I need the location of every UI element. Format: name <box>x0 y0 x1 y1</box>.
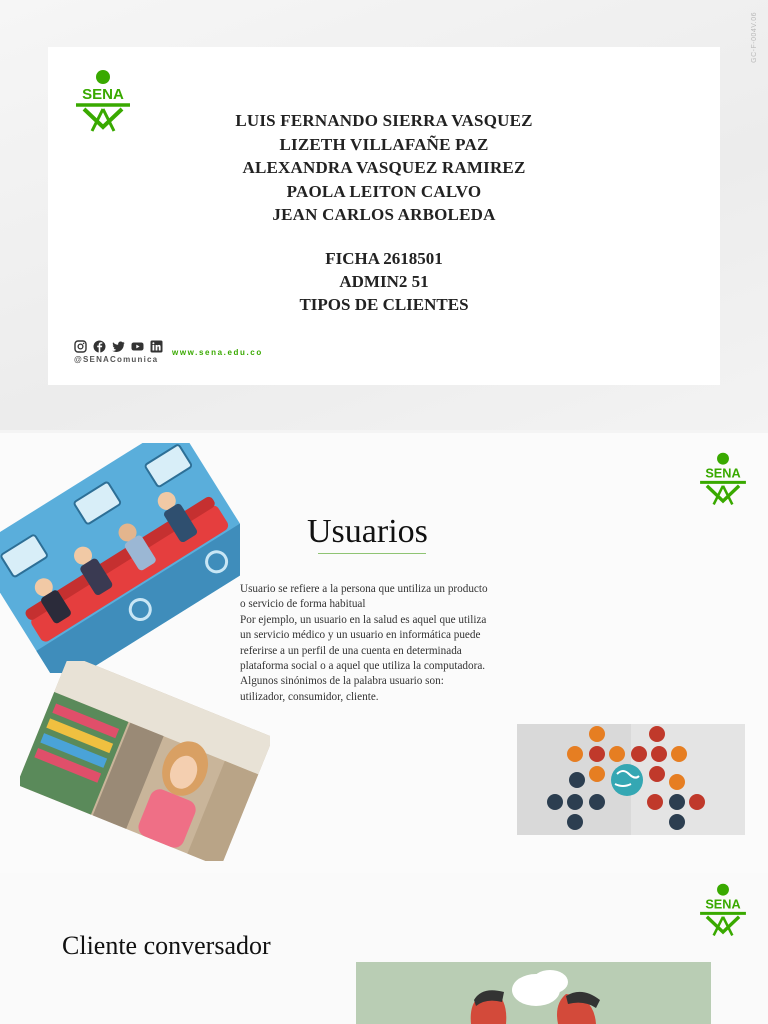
svg-text:SENA: SENA <box>82 86 124 103</box>
facebook-icon[interactable] <box>93 340 106 353</box>
student-name: JEAN CARLOS ARBOLEDA <box>272 205 496 224</box>
text-line: utilizador, consumidor, cliente. <box>240 690 379 703</box>
conversador-title: Cliente conversador <box>62 931 271 960</box>
cover-slide <box>0 0 768 430</box>
student-name: PAOLA LEITON CALVO <box>286 181 482 201</box>
course-info <box>48 247 720 316</box>
topic-title: TIPOS DE CLIENTES <box>299 295 469 314</box>
usuarios-description <box>240 582 530 705</box>
text-line: o servicio de forma habitual <box>240 598 366 611</box>
svg-text:SENA: SENA <box>705 465 741 481</box>
user-network-illustration <box>517 724 745 835</box>
social-icons <box>74 340 163 353</box>
text-line: un servicio médico y un usuario en informática puede <box>240 629 481 642</box>
twitter-icon[interactable] <box>112 340 125 353</box>
text-line: Usuario se refiere a la persona que untiliza un producto <box>240 583 488 595</box>
sena-logo <box>695 882 751 938</box>
student-name: ALEXANDRA VASQUEZ RAMIREZ <box>242 158 526 177</box>
website-link[interactable]: www.sena.edu.co <box>172 348 263 357</box>
text-line: referirse a un perfil de una cuenta en determinada <box>240 644 462 657</box>
conversador-slide <box>0 873 768 1024</box>
train-passengers-illustration <box>0 443 240 673</box>
student-names <box>48 109 720 227</box>
sena-logo <box>695 451 751 507</box>
title-underline <box>318 553 426 554</box>
conversation-illustration <box>356 962 711 1024</box>
svg-text:SENA: SENA <box>705 896 741 912</box>
social-handle: @SENAComunica <box>74 355 159 364</box>
group-code: ADMIN2 51 <box>339 272 429 291</box>
student-name: LUIS FERNANDO SIERRA VASQUEZ <box>235 111 533 130</box>
document-code: GC-F-004V.06 <box>751 12 758 63</box>
usuarios-title: Usuarios <box>307 513 428 550</box>
text-line: plataforma social o a aquel que utiliza la computadora. <box>240 660 486 673</box>
youtube-icon[interactable] <box>131 340 144 353</box>
student-name: LIZETH VILLAFAÑE PAZ <box>279 134 489 154</box>
linkedin-icon[interactable] <box>150 340 163 353</box>
cover-card <box>48 47 720 385</box>
usuarios-slide <box>0 433 768 873</box>
instagram-icon[interactable] <box>74 340 87 353</box>
ficha-number: FICHA 2618501 <box>325 249 443 268</box>
shopping-woman-photo <box>20 661 270 861</box>
text-line: Algunos sinónimos de la palabra usuario son: <box>240 675 444 688</box>
text-line: Por ejemplo, un usuario en la salud es aquel que utiliza <box>240 613 487 626</box>
